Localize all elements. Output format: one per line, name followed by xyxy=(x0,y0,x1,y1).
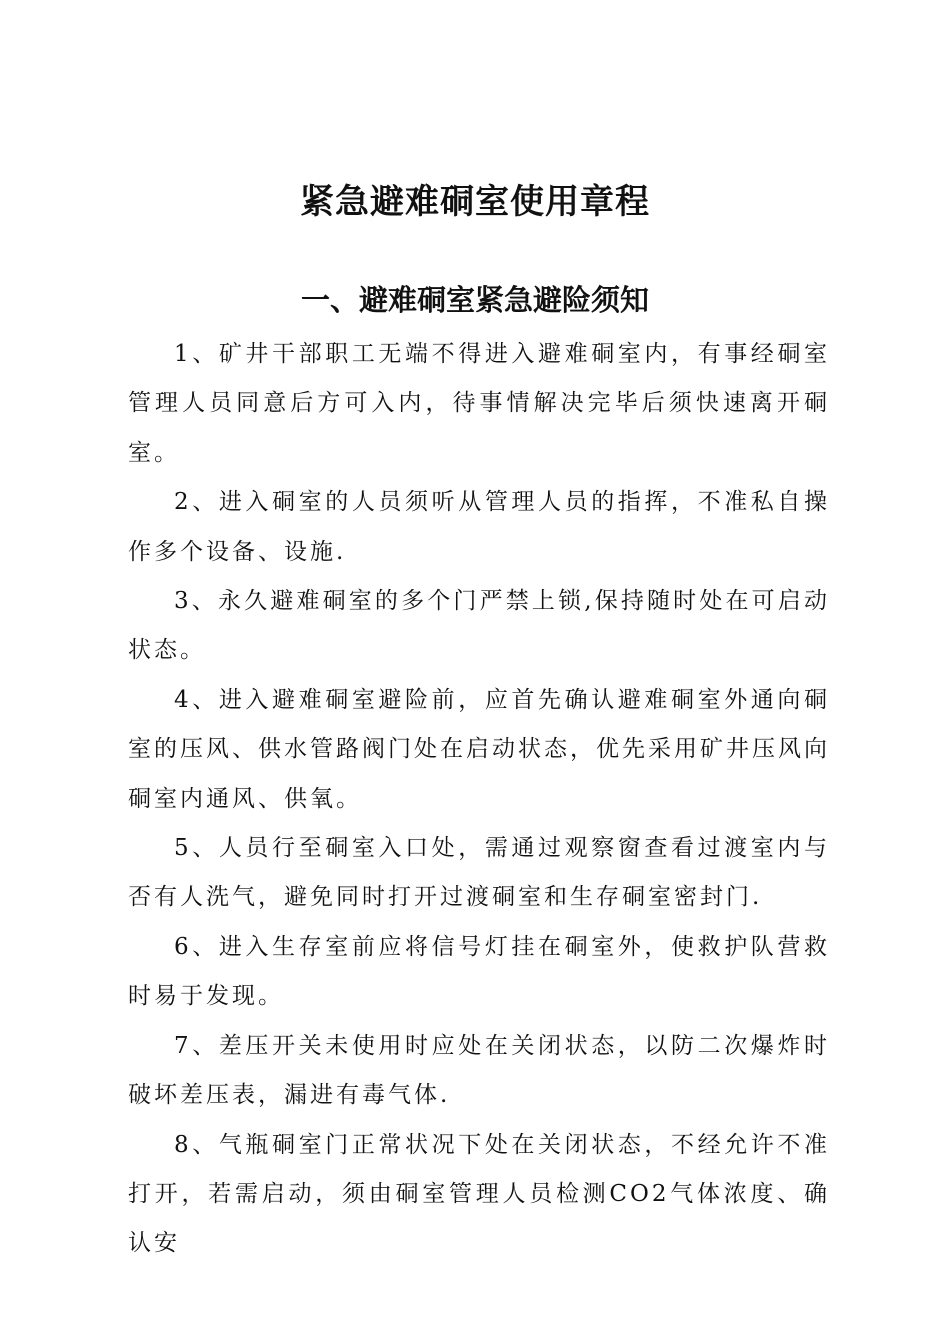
paragraph-8: 8、气瓶硐室门正常状况下处在关闭状态，不经允许不准打开，若需启动，须由硐室管理人员检测CO2气体浓度、确认安 xyxy=(128,1131,830,1257)
paragraph-7: 7、差压开关未使用时应处在关闭状态，以防二次爆炸时破坏差压表，漏进有毒气体. xyxy=(128,1032,830,1109)
body-text xyxy=(128,330,830,1269)
paragraph-6: 6、进入生存室前应将信号灯挂在硐室外，使救护队营救时易于发现。 xyxy=(128,933,830,1010)
paragraph-3: 3、永久避难硐室的多个门严禁上锁,保持随时处在可启动状态。 xyxy=(128,588,830,664)
paragraph-2: 2、进入硐室的人员须听从管理人员的指挥，不准私自操作多个设备、设施. xyxy=(128,489,830,565)
document-title: 紧急避难硐室使用章程 xyxy=(300,182,650,222)
section-heading: 一、避难硐室紧急避险须知 xyxy=(300,283,649,317)
paragraph-5: 5、人员行至硐室入口处，需通过观察窗查看过渡室内与否有人洗气，避免同时打开过渡硐室和生存硐室密封门. xyxy=(128,835,830,911)
paragraph-1: 1、矿井干部职工无端不得进入避难硐室内，有事经硐室管理人员同意后方可入内，待事情解决完毕后须快速离开硐室。 xyxy=(128,341,830,466)
paragraph-4: 4、进入避难硐室避险前，应首先确认避难硐室外通向硐室的压风、供水管路阀门处在启动状态，优先采用矿井压风向硐室内通风、供氧。 xyxy=(128,686,830,812)
